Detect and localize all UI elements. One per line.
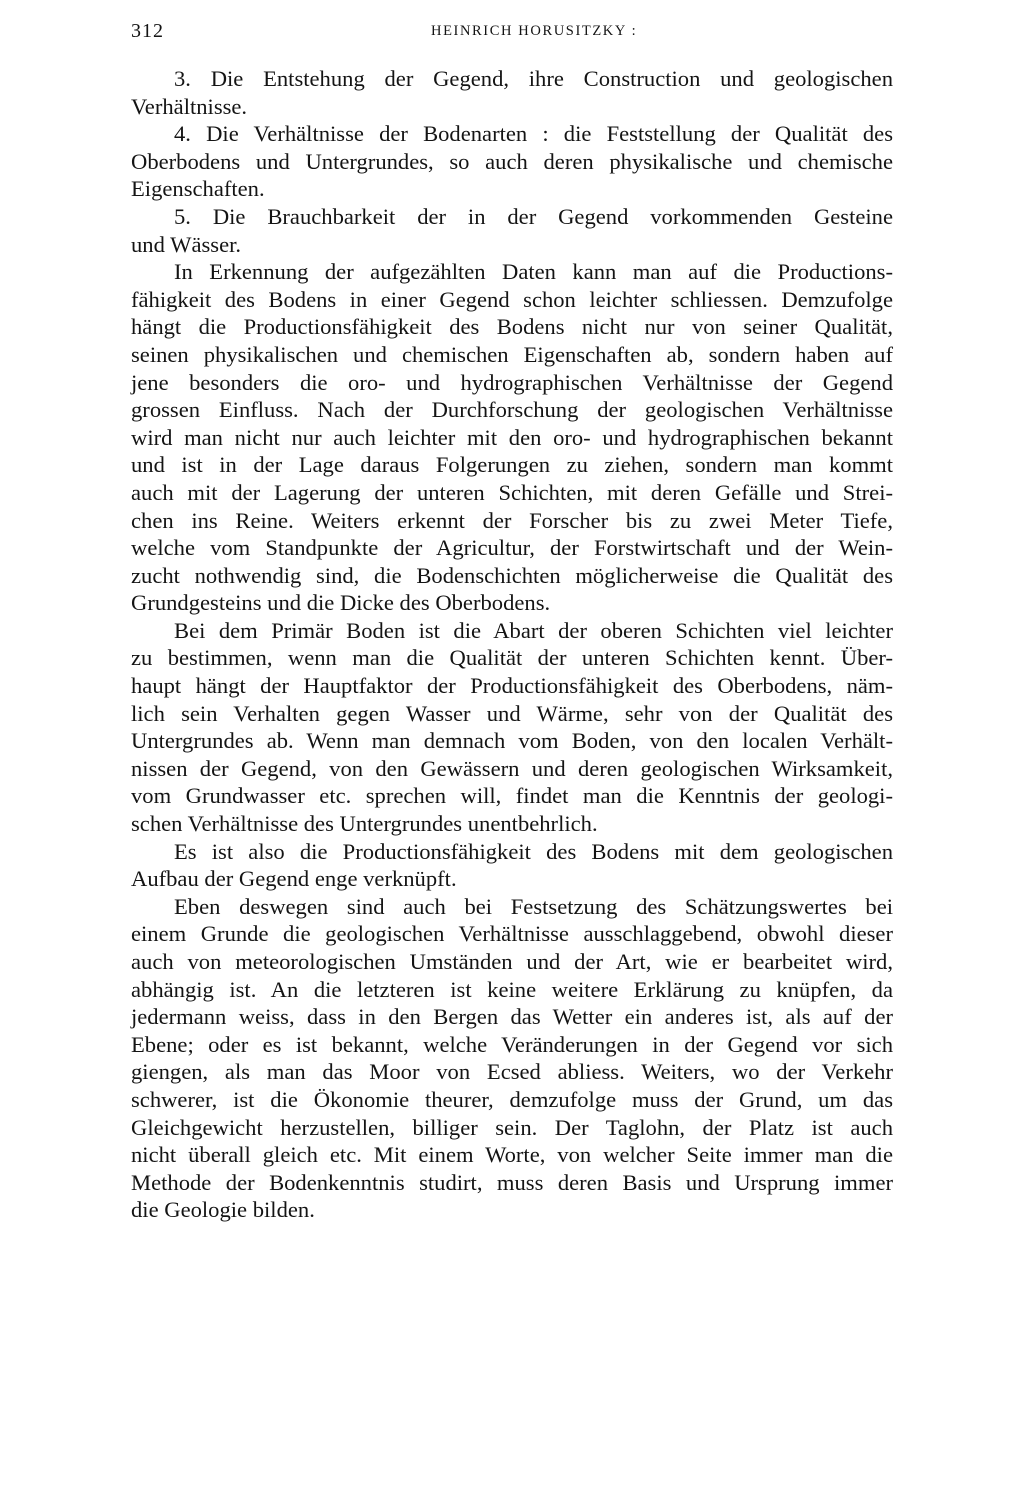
paragraph — [131, 203, 893, 258]
page-number: 312 — [131, 20, 164, 42]
text-line: chen ins Reine. Weiters erkennt der Forscher bis zu zwei Meter Tiefe, — [131, 507, 893, 533]
running-head — [131, 20, 893, 44]
text-line: schwerer, ist die Ökonomie theurer, demzufolge muss der Grund, um das — [131, 1086, 893, 1112]
paragraph — [131, 258, 893, 617]
text-line: lich sein Verhalten gegen Wasser und Wärme, sehr von der Qualität des — [131, 700, 893, 726]
text-line: jene besonders die oro- und hydrographischen Verhältnisse der Gegend — [131, 369, 893, 395]
text-line: und ist in der Lage daraus Folgerungen zu ziehen, sondern man kommt — [131, 452, 893, 478]
text-line: Ebene; oder es ist bekannt, welche Veränderungen in der Gegend vor sich — [131, 1031, 893, 1057]
text-line: In Erkennung der aufgezählten Daten kann man auf die Productions- — [174, 259, 893, 285]
text-line: wird man nicht nur auch leichter mit den oro- und hydrographischen bekannt — [131, 424, 893, 450]
paragraph — [131, 617, 893, 838]
text-line: 3. Die Entstehung der Gegend, ihre Construction und geologischen — [174, 66, 893, 91]
text-line: nissen der Gegend, von den Gewässern und deren geologischen Wirksamkeit, — [131, 755, 893, 781]
text-line: einem Grunde die geologischen Verhältnisse ausschlaggebend, obwohl dieser — [131, 921, 893, 947]
text-line: Eben deswegen sind auch bei Festsetzung des Schätzungswertes bei — [174, 893, 893, 919]
text-line: Grundgesteins und die Dicke des Oberbodens. — [131, 590, 551, 616]
text-line: Eigenschaften. — [131, 176, 265, 202]
text-line: seinen physikalischen und chemischen Eigenschaften ab, sondern haben auf — [131, 341, 893, 367]
text-line: abhängig ist. An die letzteren ist keine weitere Erklärung zu knüpfen, da — [131, 976, 893, 1002]
text-line: Methode der Bodenkenntnis studirt, muss deren Basis und Ursprung immer — [131, 1169, 893, 1195]
text-line: Untergrundes ab. Wenn man demnach vom Boden, von den localen Verhält- — [131, 728, 893, 754]
text-line: Gleichgewicht herzustellen, billiger sein. Der Taglohn, der Platz ist auch — [131, 1114, 893, 1140]
text-line: 5. Die Brauchbarkeit der in der Gegend vorkommenden Gesteine — [174, 203, 893, 229]
paragraph — [131, 65, 893, 120]
text-line: und Wässer. — [131, 231, 242, 257]
running-title: HEINRICH HORUSITZKY : — [431, 23, 638, 39]
text-line: 4. Die Verhältnisse der Bodenarten : die Feststellung der Qualität des — [174, 121, 893, 147]
text-line: vom Grundwasser etc. sprechen will, findet man die Kenntnis der geologi- — [131, 783, 893, 809]
text-line: auch von meteorologischen Umständen und der Art, wie er bearbeitet wird, — [131, 949, 893, 974]
text-line: Oberbodens und Untergrundes, so auch deren physikalische und chemische — [131, 148, 893, 174]
text-line: schen Verhältnisse des Untergrundes unentbehrlich. — [131, 811, 598, 837]
text-line: welche vom Standpunkte der Agricultur, der Forstwirtschaft und der Wein- — [131, 535, 893, 561]
paragraph — [131, 120, 893, 203]
paragraph — [131, 838, 893, 893]
text-line: Bei dem Primär Boden ist die Abart der oberen Schichten viel leichter — [174, 617, 893, 643]
text-line: hängt die Productionsfähigkeit des Bodens nicht nur von seiner Qualität, — [131, 314, 893, 340]
text-line: Es ist also die Productionsfähigkeit des Bodens mit dem geologischen — [174, 838, 893, 864]
text-line: fähigkeit des Bodens in einer Gegend schon leichter schliessen. Demzufolge — [131, 286, 893, 312]
text-line: nicht überall gleich etc. Mit einem Worte, von welcher Seite immer man die — [131, 1142, 893, 1168]
text-line: jedermann weiss, dass in den Bergen das Wetter ein anderes ist, als auf der — [131, 1004, 893, 1030]
text-line: grossen Einfluss. Nach der Durchforschung der geologischen Verhältnisse — [131, 397, 893, 423]
text-line: giengen, als man das Moor von Ecsed abliess. Weiters, wo der Verkehr — [131, 1059, 893, 1085]
body-text — [131, 65, 893, 1224]
text-line: haupt hängt der Hauptfaktor der Productionsfähigkeit des Oberbodens, näm- — [131, 673, 893, 699]
text-line: zu bestimmen, wenn man die Qualität der unteren Schichten kennt. Über- — [131, 645, 893, 671]
text-line: Verhältnisse. — [131, 93, 248, 119]
text-line: Aufbau der Gegend enge verknüpft. — [131, 866, 457, 892]
text-line: zucht nothwendig sind, die Bodenschichten möglicherweise die Qualität des — [131, 562, 893, 588]
text-line: die Geologie bilden. — [131, 1197, 315, 1223]
paragraph — [131, 893, 893, 1224]
text-line: auch mit der Lagerung der unteren Schichten, mit deren Gefälle und Strei- — [131, 479, 893, 505]
